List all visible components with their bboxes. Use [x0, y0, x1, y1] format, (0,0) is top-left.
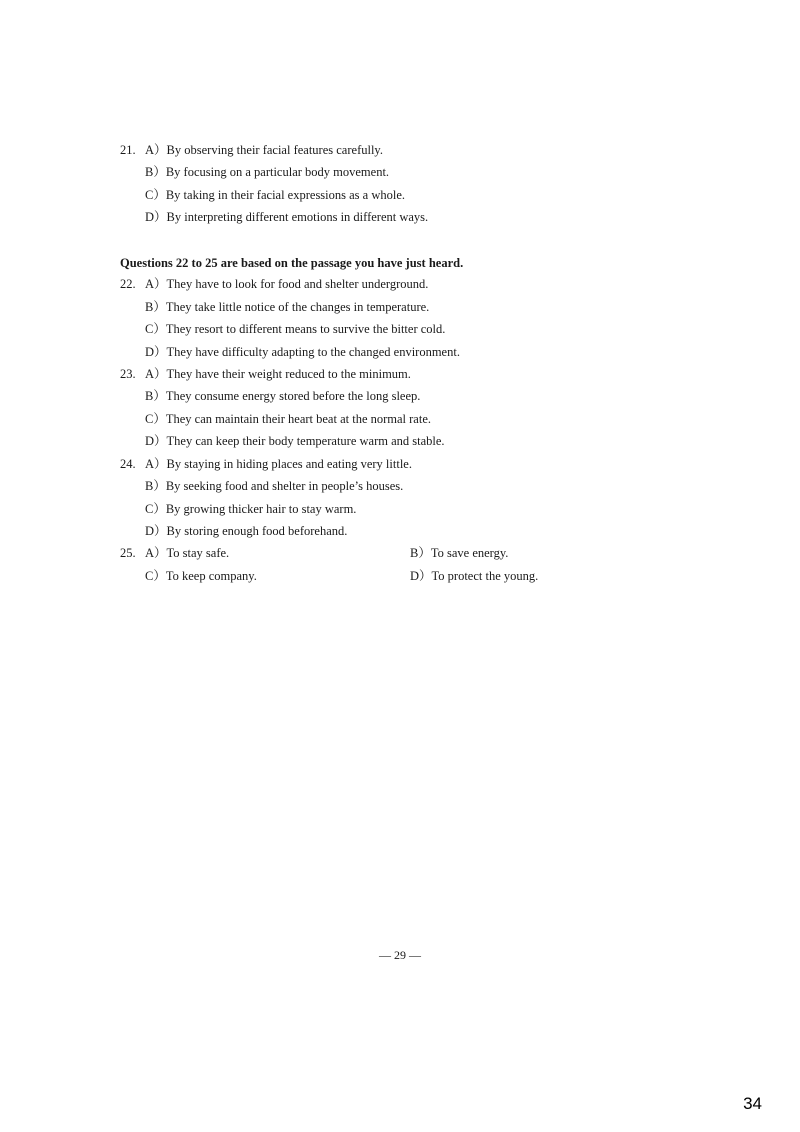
question-number: 21. [120, 143, 136, 157]
question-number: 23. [120, 367, 136, 381]
option-letter: D） [145, 434, 167, 448]
option-letter: A） [145, 546, 167, 560]
option-text: They have difficulty adapting to the changed environment. [166, 345, 460, 359]
option-a [145, 545, 229, 561]
option-letter: D） [145, 210, 167, 224]
option-letter: D） [145, 345, 167, 359]
option-text: To protect the young. [431, 569, 539, 583]
option-a [145, 276, 428, 292]
option-b [145, 299, 429, 315]
option-letter: C） [145, 569, 166, 583]
section-heading: Questions 22 to 25 are based on the passage you have just heard. [120, 256, 464, 270]
option-text: They resort to different means to survive the bitter cold. [165, 322, 446, 336]
option-letter: A） [145, 143, 167, 157]
option-text: To keep company. [165, 569, 257, 583]
option-text: By observing their facial features carefully. [166, 143, 383, 157]
question-number: 22. [120, 277, 136, 291]
option-letter: B） [145, 300, 166, 314]
option-letter: A） [145, 367, 167, 381]
option-c [145, 187, 405, 203]
page-number: — 29 — [379, 948, 421, 962]
option-d [410, 568, 538, 584]
option-letter: B） [145, 165, 166, 179]
option-text: By focusing on a particular body movement. [165, 165, 390, 179]
option-b [145, 388, 420, 404]
option-letter: A） [145, 457, 167, 471]
option-text: They consume energy stored before the long sleep. [165, 389, 421, 403]
question-number: 24. [120, 457, 136, 471]
option-letter: C） [145, 412, 166, 426]
option-text: They have to look for food and shelter underground. [166, 277, 429, 291]
option-text: To save energy. [430, 546, 509, 560]
option-letter: B） [410, 546, 431, 560]
option-letter: C） [145, 502, 166, 516]
option-letter: B） [145, 479, 166, 493]
option-letter: C） [145, 188, 166, 202]
option-a [145, 142, 383, 158]
option-c [145, 321, 445, 337]
question-number: 25. [120, 546, 136, 560]
option-d [145, 344, 460, 360]
option-a [145, 456, 412, 472]
option-c [145, 568, 257, 584]
option-text: By growing thicker hair to stay warm. [165, 502, 357, 516]
option-c [145, 411, 431, 427]
option-d [145, 433, 445, 449]
option-text: To stay safe. [166, 546, 230, 560]
option-letter: A） [145, 277, 167, 291]
option-text: By staying in hiding places and eating very little. [166, 457, 412, 471]
option-text: They can maintain their heart beat at the normal rate. [165, 412, 431, 426]
option-text: By interpreting different emotions in different ways. [166, 210, 429, 224]
option-text: By storing enough food beforehand. [166, 524, 348, 538]
option-letter: C） [145, 322, 166, 336]
option-text: By taking in their facial expressions as a whole. [165, 188, 406, 202]
option-b [145, 478, 403, 494]
option-text: They take little notice of the changes in temperature. [165, 300, 430, 314]
option-a [145, 366, 411, 382]
option-letter: D） [145, 524, 167, 538]
option-c [145, 501, 356, 517]
scan-page-number: 34 [743, 1094, 762, 1113]
option-d [145, 209, 428, 225]
option-text: By seeking food and shelter in people’s houses. [165, 479, 404, 493]
option-text: They have their weight reduced to the minimum. [166, 367, 411, 381]
option-letter: D） [410, 569, 432, 583]
option-b [145, 164, 389, 180]
option-b [410, 545, 508, 561]
option-d [145, 523, 347, 539]
option-text: They can keep their body temperature warm and stable. [166, 434, 445, 448]
option-letter: B） [145, 389, 166, 403]
